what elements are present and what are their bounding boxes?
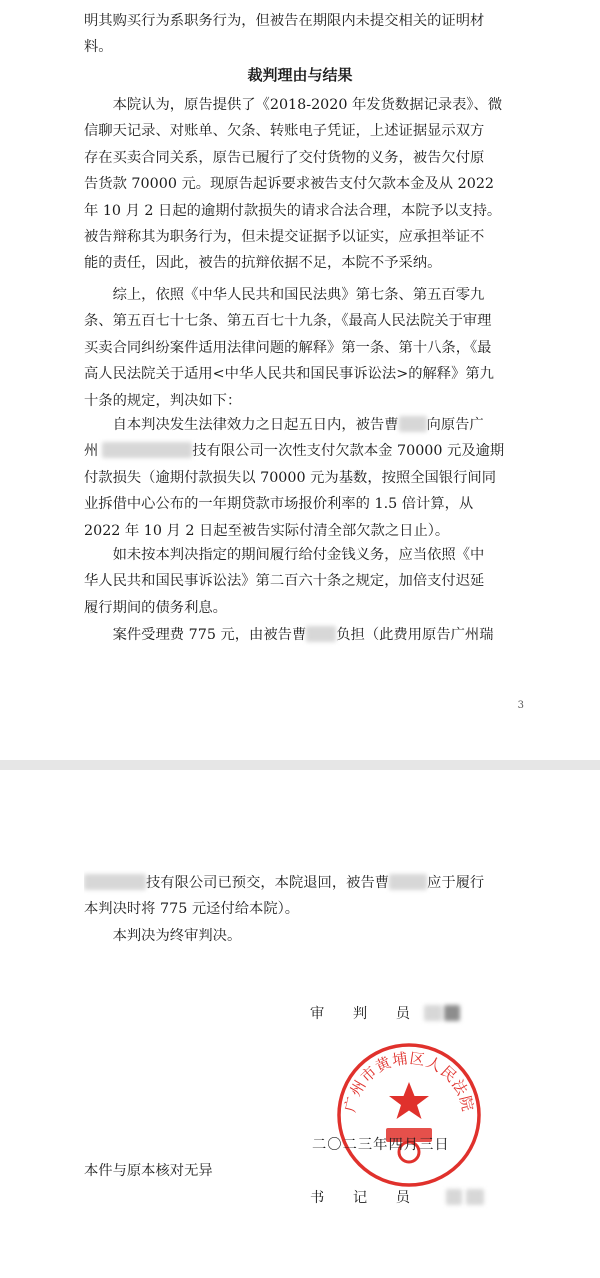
text-line: 履行期间的债务利息。	[84, 599, 227, 616]
judge-signature	[310, 1003, 460, 1023]
text-line: 如未按本判决指定的期间履行给付金钱义务，应当依照《中	[84, 547, 485, 563]
legal-basis-paragraph	[84, 282, 552, 414]
court-seal	[334, 1040, 484, 1190]
text-line	[84, 870, 552, 896]
section-heading: 裁判理由与结果	[247, 66, 353, 84]
text-line	[84, 438, 552, 464]
text-line: 本判决时将 775 元迳付给本院）。	[84, 901, 300, 918]
page-separator	[0, 760, 600, 770]
text-line: 告货款 70000 元。现原告起诉要求被告支付欠款本金及从 2022	[84, 176, 495, 193]
clerk-signature	[310, 1187, 484, 1207]
redaction-mark	[444, 1005, 460, 1021]
document-page-2	[0, 770, 600, 1278]
text-line: 信聊天记录、对账单、欠条、转账电子凭证，上述证据显示双方	[84, 123, 485, 140]
redaction-mark	[84, 874, 146, 890]
text-line: 年 10 月 2 日起的逾期付款损失的请求合法合理，本院予以支持。	[84, 202, 502, 219]
text-line: 高人民法院关于适用<中华人民共和国民事诉讼法>的解释》第九	[84, 366, 494, 383]
fee-text: 案件受理费 775 元，由被告曹	[84, 627, 307, 643]
redaction-mark	[466, 1189, 484, 1205]
page-number: 3	[517, 700, 524, 711]
text-line: 综上，依照《中华人民共和国民法典》第七条、第五百零九	[84, 287, 485, 303]
text-line: 存在买卖合同关系，原告已履行了交付货物的义务，被告欠付原	[84, 149, 485, 166]
redaction-mark	[424, 1005, 442, 1021]
judgment-text: 向原告广	[426, 417, 484, 433]
judgment-date: 二〇二三年四月三日	[312, 1137, 450, 1153]
text-line: 付款损失（逾期付款损失以 70000 元为基数，按照全国银行间同	[84, 469, 496, 486]
judgment-text: 技有限公司一次性支付欠款本金 70000 元及逾期	[192, 443, 505, 460]
redaction-mark	[446, 1189, 462, 1205]
text-line: 本判决为终审判决。	[84, 927, 242, 944]
judgment-text: 自本判决发生法律效力之日起五日内，被告曹	[84, 417, 399, 433]
text-line	[84, 622, 552, 648]
text-line: 2022 年 10 月 2 日起至被告实际付清全部欠款之日止）。	[84, 522, 450, 539]
text-line: 十条的规定，判决如下：	[84, 392, 242, 409]
text-line: 买卖合同纠纷案件适用法律问题的解释》第一条、第十八条，《最	[84, 339, 492, 356]
text-line: 料。	[84, 39, 113, 56]
fee-text: 负担（此费用原告广州瑞	[336, 627, 494, 643]
fee-continuation	[84, 870, 552, 949]
text-line: 条、第五百七十七条、第五百七十九条，《最高人民法院关于审理	[84, 313, 492, 330]
redaction-mark	[102, 442, 192, 458]
fee-text: 技有限公司已预交，本院退回，被告曹	[146, 875, 390, 891]
fee-text: 应于履行	[427, 875, 485, 891]
text-line: 被告辩称其为职务行为，但未提交证据予以证实，应承担举证不	[84, 229, 485, 246]
reasoning-paragraph	[84, 92, 552, 277]
judge-label: 审 判 员	[310, 1006, 411, 1022]
certification-text: 本件与原本核对无异	[84, 1163, 213, 1179]
text-line: 明其购买行为系职务行为，但被告在期限内未提交相关的证明材	[84, 13, 485, 29]
clerk-label: 书 记 员	[310, 1190, 411, 1206]
judgment-text: 州	[84, 443, 99, 460]
seal-text: 广州市黄埔区人民法院	[340, 1049, 478, 1114]
redaction-mark	[399, 416, 427, 432]
text-line: 业拆借中心公布的一年期贷款市场报价利率的 1.5 倍计算，从	[84, 496, 474, 513]
fee-paragraph	[84, 622, 552, 648]
text-line	[84, 412, 552, 438]
judgment-paragraph	[84, 412, 552, 544]
interest-paragraph	[84, 542, 552, 621]
redaction-mark	[306, 626, 336, 642]
redaction-mark	[389, 874, 427, 890]
text-line: 华人民共和国民事诉讼法》第二百六十条之规定，加倍支付迟延	[84, 573, 485, 590]
text-line: 能的责任，因此，被告的抗辩依据不足，本院不予采纳。	[84, 255, 442, 272]
text-line: 本院认为，原告提供了《2018-2020 年发货数据记录表》、微	[84, 97, 503, 113]
intro-text	[84, 8, 552, 61]
national-emblem-icon	[389, 1082, 429, 1119]
